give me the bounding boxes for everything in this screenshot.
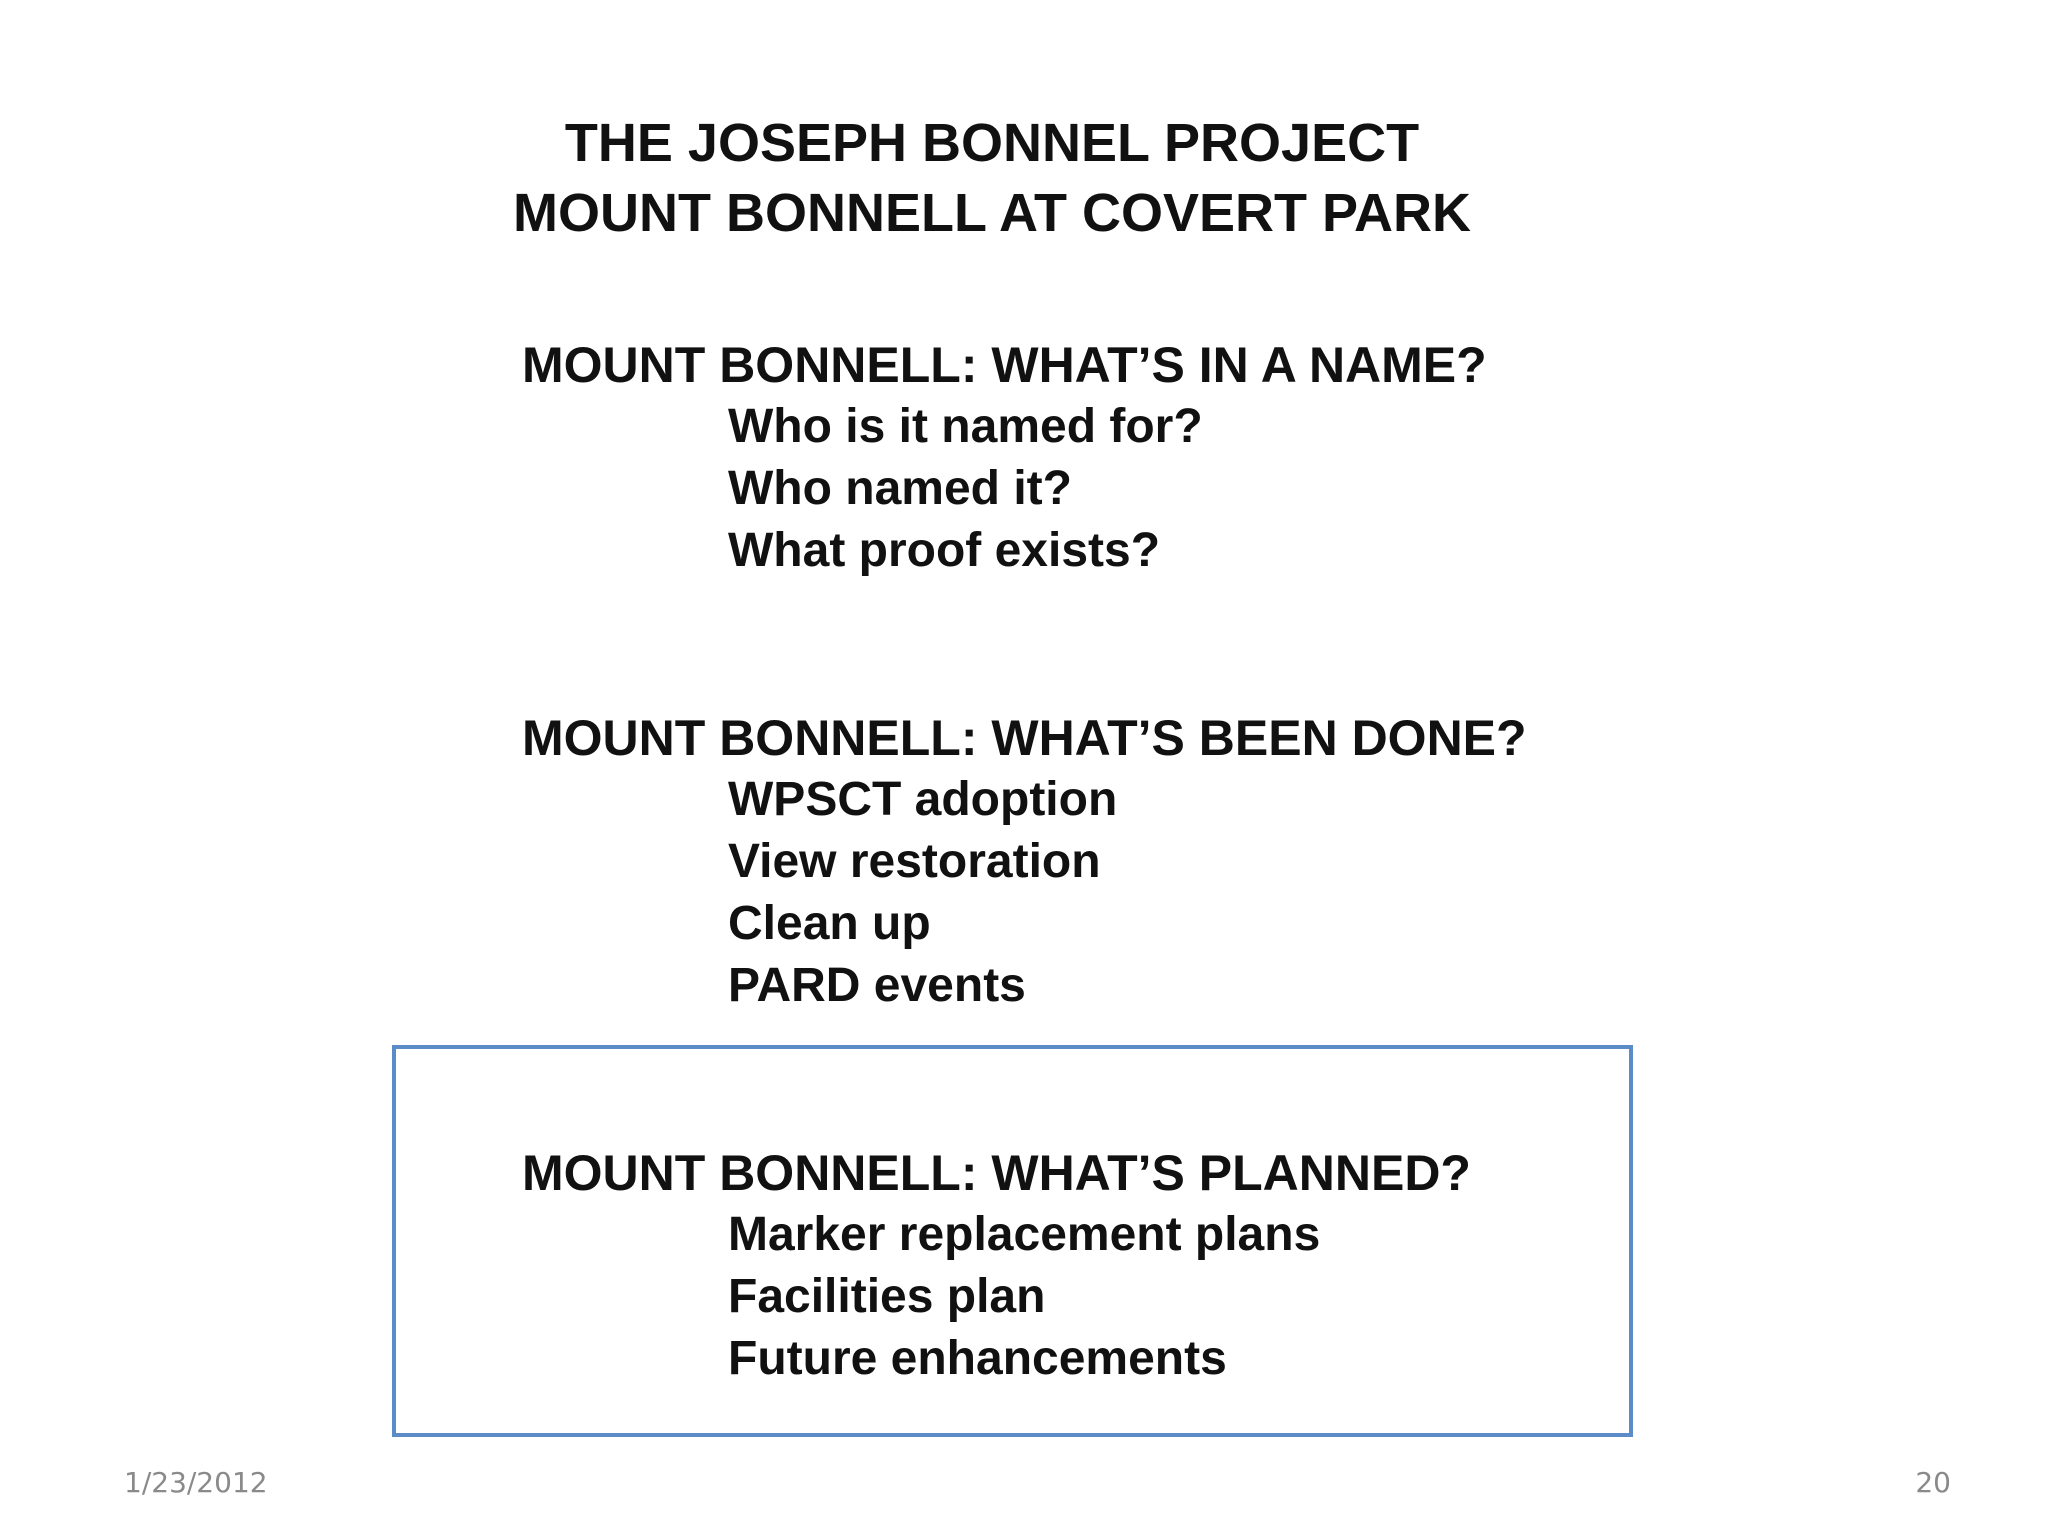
section-heading: MOUNT BONNELL: WHAT’S IN A NAME? [522, 337, 1487, 393]
section-item-list [522, 1204, 1471, 1390]
section-item-list [522, 396, 1487, 582]
page-number: 20 [1915, 1466, 1951, 1499]
title-line-1: THE JOSEPH BONNEL PROJECT [564, 113, 1420, 173]
slide-title [0, 108, 1984, 248]
list-item: Who is it named for? [728, 400, 1203, 453]
footer-date: 1/23/2012 [124, 1466, 268, 1499]
list-item: WPSCT adoption [728, 773, 1118, 826]
section-whats-in-a-name [522, 334, 1487, 582]
section-heading: MOUNT BONNELL: WHAT’S PLANNED? [522, 1145, 1471, 1201]
list-item: Future enhancements [728, 1332, 1227, 1385]
section-whats-planned [522, 1142, 1471, 1390]
title-line-2: MOUNT BONNELL AT COVERT PARK [513, 183, 1471, 243]
list-item: PARD events [728, 959, 1026, 1012]
list-item: Clean up [728, 897, 931, 950]
section-heading: MOUNT BONNELL: WHAT’S BEEN DONE? [522, 710, 1527, 766]
list-item: View restoration [728, 835, 1101, 888]
section-item-list [522, 769, 1527, 1017]
section-whats-been-done [522, 707, 1527, 1017]
list-item: What proof exists? [728, 524, 1161, 577]
list-item: Marker replacement plans [728, 1208, 1321, 1261]
list-item: Who named it? [728, 462, 1072, 515]
list-item: Facilities plan [728, 1270, 1046, 1323]
